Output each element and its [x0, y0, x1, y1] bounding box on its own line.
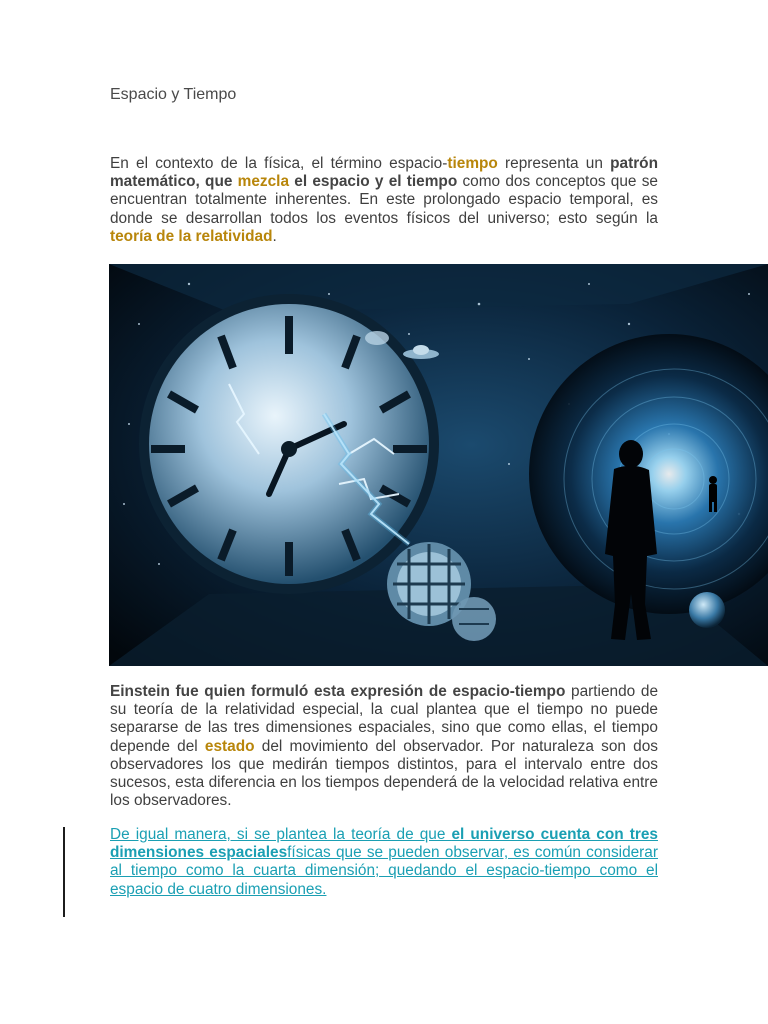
link-paragraph[interactable] — [110, 826, 658, 899]
text: del movimiento del observador. Por naturaleza son dos observadores los que medirán tiempos distintos, para el intervalo entre dos sucesos, esta diferencia en los tiempos dependerá de la velocidad relativa entre los observadores. — [110, 737, 658, 810]
link-bold-text[interactable]: el universo cuenta con tres dimensiones espaciales — [110, 826, 658, 862]
bold-text: Einstein fue quien formuló esta expresión de espacio-tiempo — [110, 683, 566, 700]
text: . — [272, 227, 277, 245]
bold-text: el espacio y el tiempo — [289, 173, 458, 191]
highlight-term: mezcla — [237, 173, 290, 191]
text: como dos conceptos que se encuentran totalmente inherentes. En este prolongado espacio temporal, es donde se desarrollan todos los eventos físicos del universo; esto según la — [110, 173, 658, 227]
highlight-term: tiempo — [447, 155, 498, 172]
text: representa un — [497, 155, 611, 172]
space-time-illustration — [109, 264, 768, 666]
link-text[interactable]: De igual manera, si se plantea la teoría de que — [110, 826, 452, 843]
link-text[interactable]: físicas que se pueden observar, es común considerar al tiempo como la cuarta dimensión; quedando el espacio-tiempo como el espacio de cuatro dimensiones. — [110, 844, 658, 898]
document-title: Espacio y Tiempo — [110, 86, 237, 103]
change-bar — [63, 827, 65, 917]
highlight-term: teoría de la relatividad — [110, 227, 273, 245]
space-time-clock-illustration-icon — [109, 264, 768, 666]
paragraph-intro — [110, 155, 658, 246]
text: partiendo de su teoría de la relatividad especial, la cual plantea que el tiempo no puede separarse de las tres dimensiones espaciales, sino que como ellas, el tiempo depende del — [110, 683, 659, 755]
bold-text: patrón matemático, que — [110, 155, 658, 191]
paragraph-einstein — [110, 683, 658, 810]
text: En el contexto de la física, el término espacio- — [110, 155, 448, 172]
highlight-term: estado — [204, 737, 255, 755]
